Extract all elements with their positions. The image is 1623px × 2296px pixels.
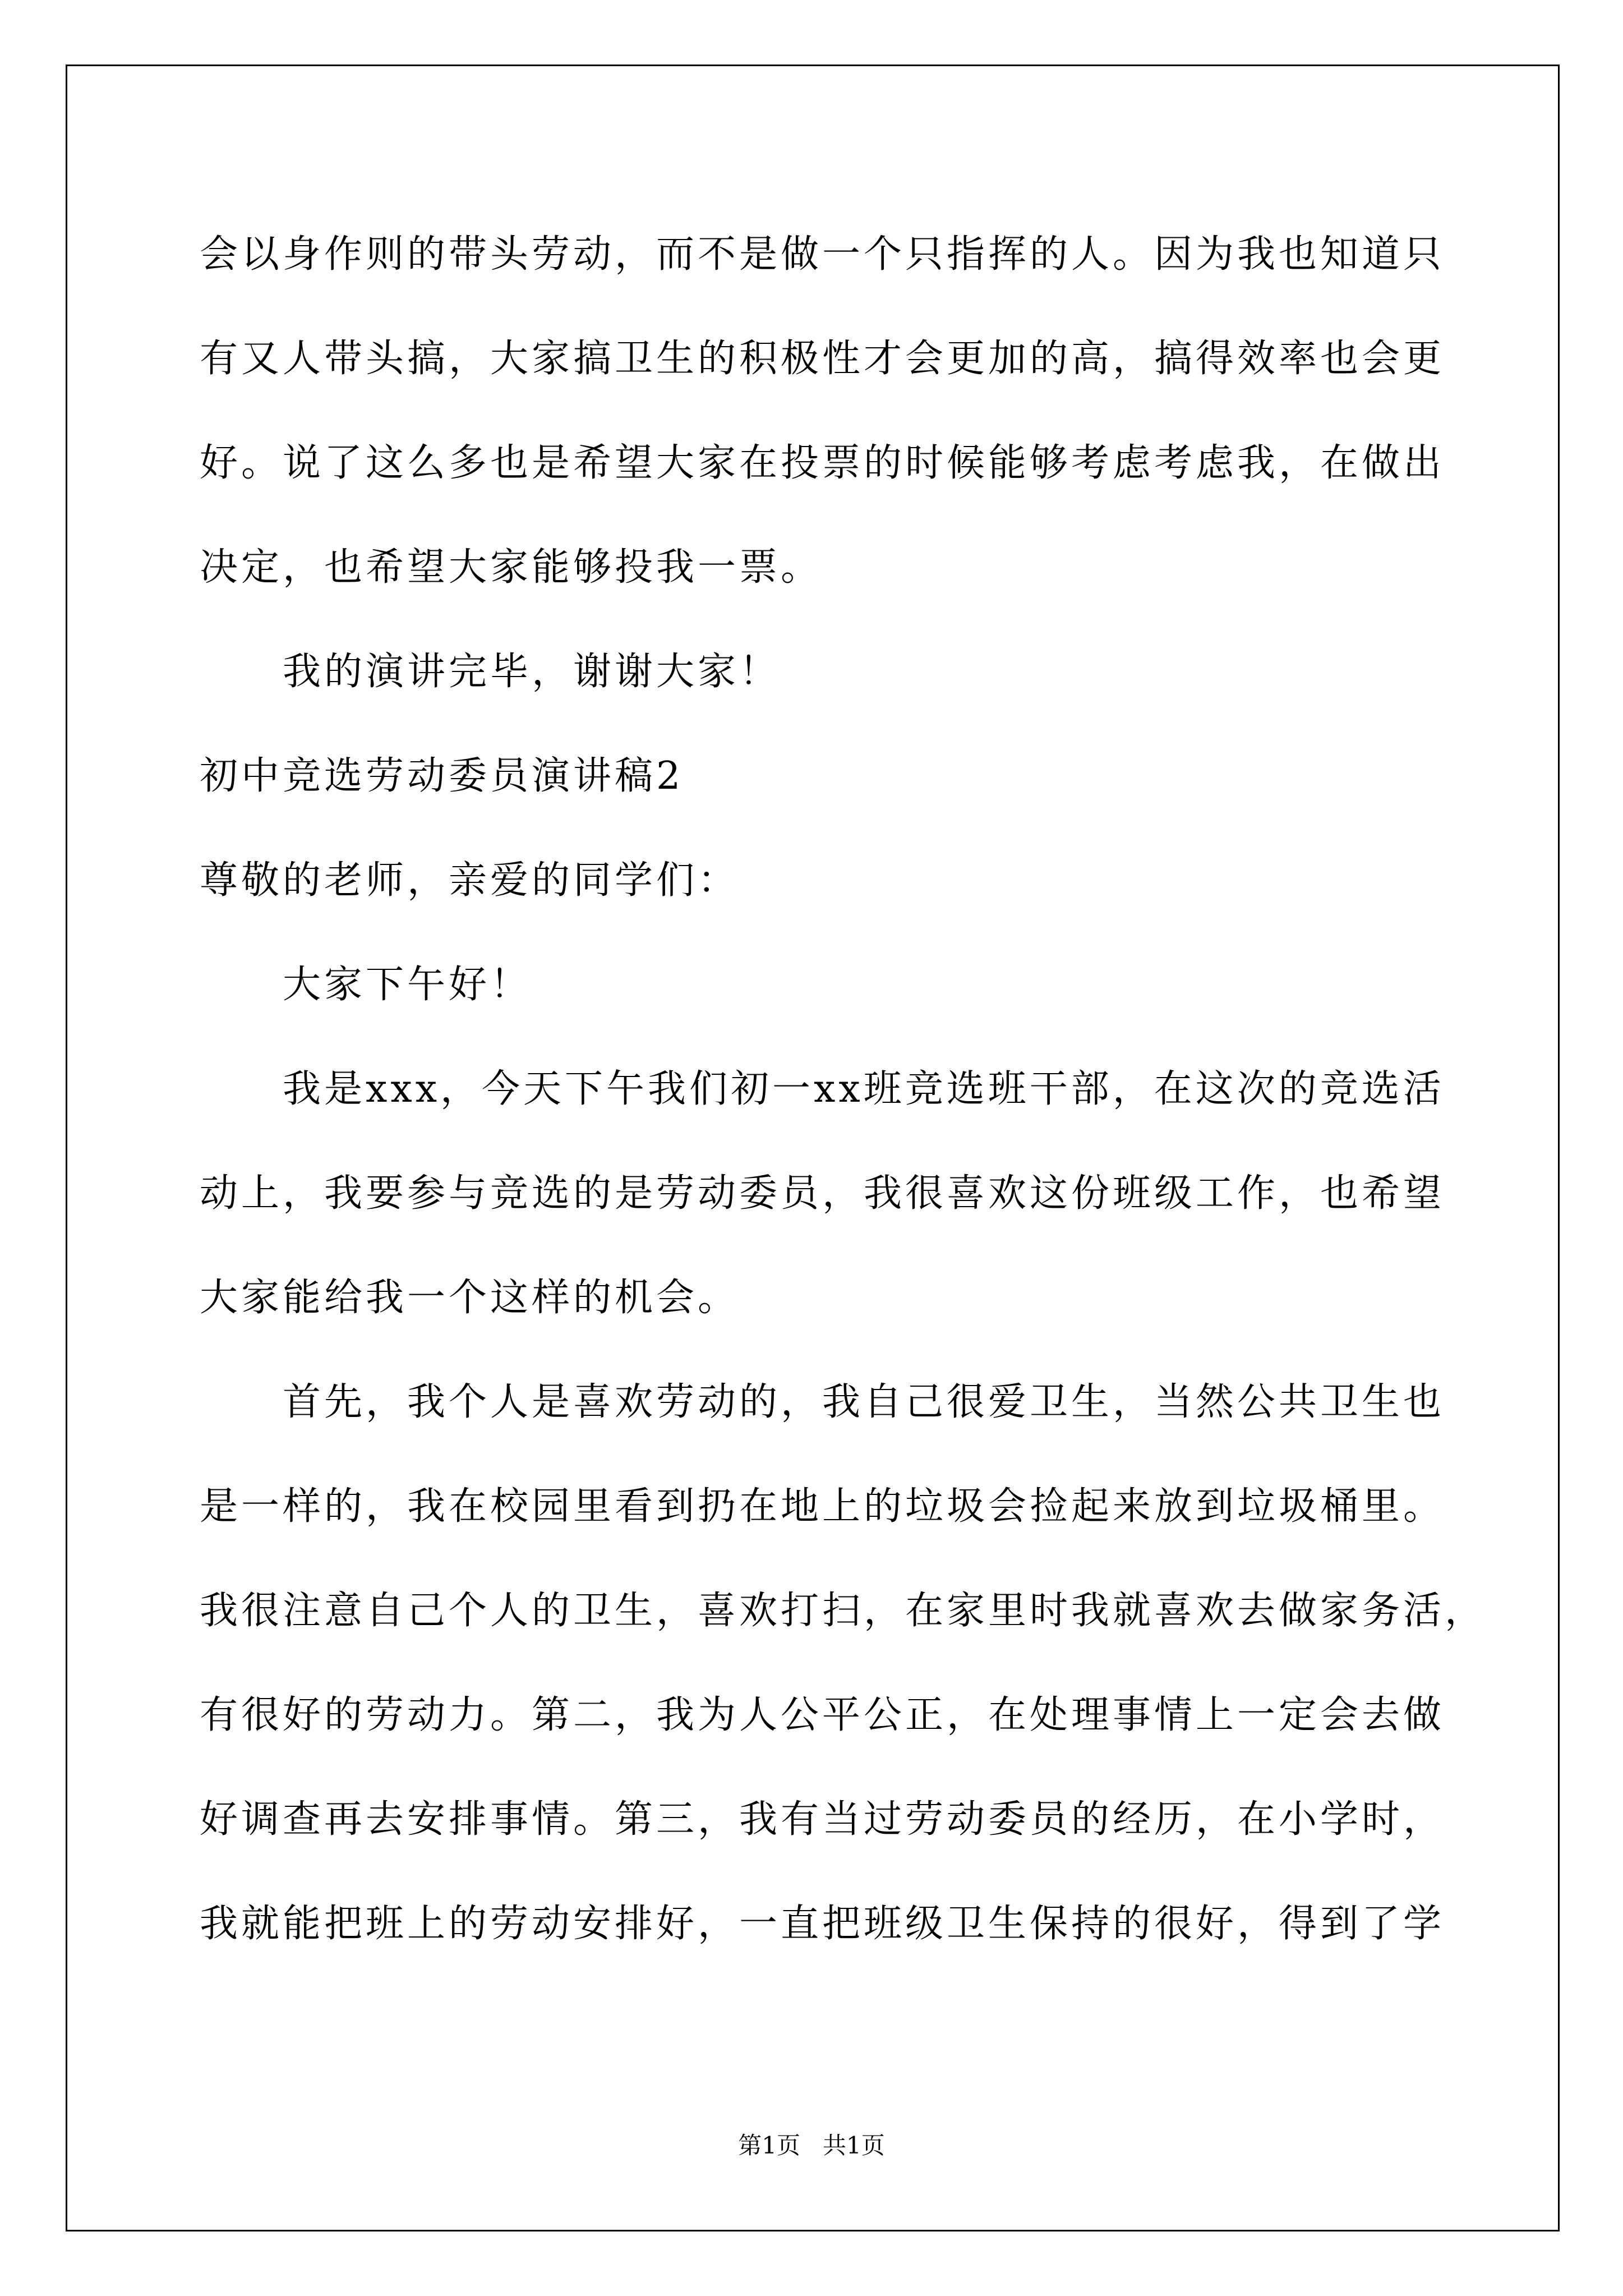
paragraph-line: 大家能给我一个这样的机会。: [200, 1276, 740, 1320]
paragraph-line: 好调查再去安排事情。第三，我有当过劳动委员的经历，在小学时，: [200, 1797, 1445, 1842]
greeting: 大家下午好！: [283, 963, 532, 1007]
paragraph-line: 会以身作则的带头劳动，而不是做一个只指挥的人。因为我也知道只: [200, 232, 1445, 277]
paragraph-line: 是一样的，我在校园里看到扔在地上的垃圾会捡起来放到垃圾桶里。: [200, 1484, 1445, 1529]
paragraph-line: 我很注意自己个人的卫生，喜欢打扫，在家里时我就喜欢去做家务活，: [200, 1589, 1487, 1633]
closing-line: 我的演讲完毕，谢谢大家！: [283, 650, 781, 694]
salutation: 尊敬的老师，亲爱的同学们：: [200, 858, 740, 903]
section-heading: 初中竞选劳动委员演讲稿2: [200, 754, 684, 798]
paragraph-line: 决定，也希望大家能够投我一票。: [200, 545, 823, 590]
paragraph-line: 首先，我个人是喜欢劳动的，我自己很爱卫生，当然公共卫生也: [283, 1380, 1445, 1424]
paragraph-line: 我是xxx，今天下午我们初一xx班竞选班干部，在这次的竞选活: [283, 1067, 1445, 1111]
paragraph-line: 有又人带头搞，大家搞卫生的积极性才会更加的高，搞得效率也会更: [200, 337, 1445, 381]
paragraph-line: 有很好的劳动力。第二，我为人公平公正，在处理事情上一定会去做: [200, 1693, 1445, 1737]
paragraph-line: 我就能把班上的劳动安排好，一直把班级卫生保持的很好，得到了学: [200, 1902, 1445, 1946]
paragraph-line: 动上，我要参与竞选的是劳动委员，我很喜欢这份班级工作，也希望: [200, 1171, 1445, 1216]
paragraph-line: 好。说了这么多也是希望大家在投票的时候能够考虑考虑我，在做出: [200, 441, 1445, 485]
page-footer: 第1页 共1页: [738, 2132, 885, 2159]
